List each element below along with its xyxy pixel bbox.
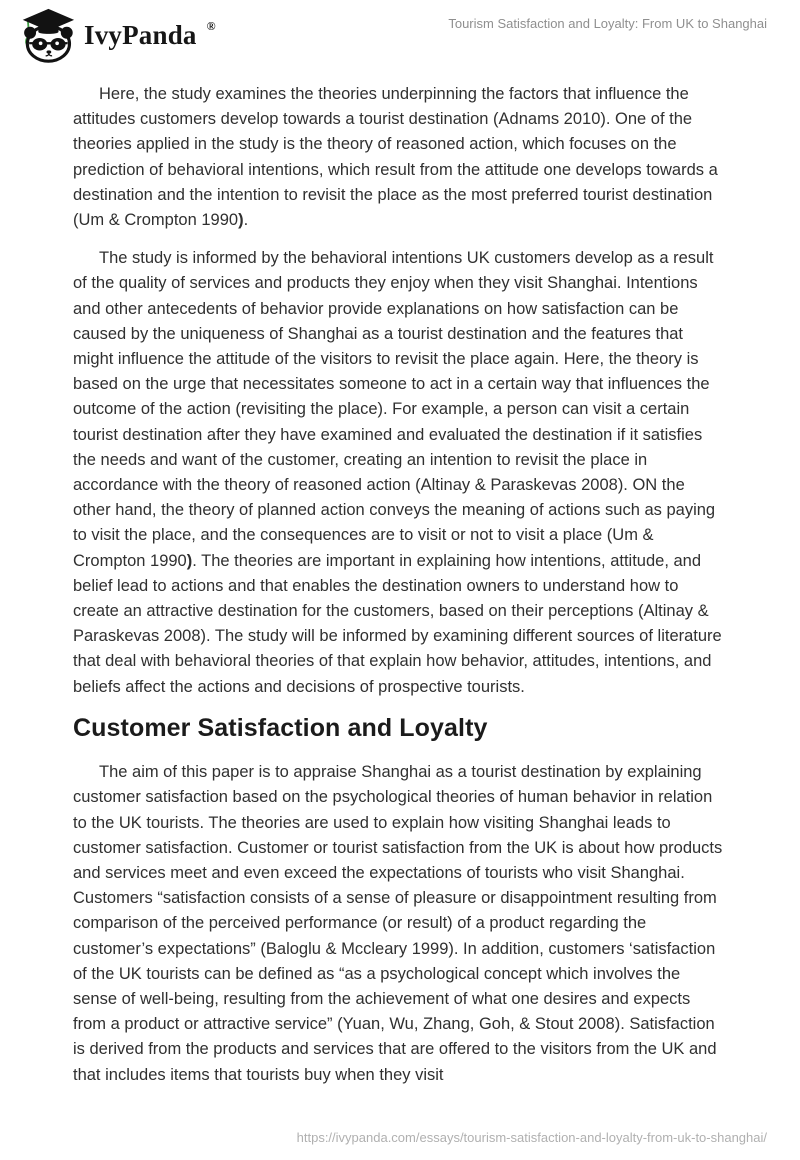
registered-trademark-symbol: ® (206, 19, 216, 33)
ivypanda-logo[interactable] (20, 8, 215, 63)
text-run: The aim of this paper is to appraise Shanghai as a tourist destination by explaining customer satisfaction based on the psychological theories of human behavior in relation to the UK tourists. The theories are used to explain how visiting Shanghai leads to customer satisfaction. Customer or tourist satisfaction from the UK is about how products and services meet and even exceed the expectations of tourists who visit Shanghai. Customers “satisfaction consists of a sense of pleasure or disappointment resulting from comparison of the perceived performance (or result) of a product regarding the customer’s expectations” (Baloglu & Mccleary 1999). In addition, customers ‘satisfaction of the UK tourists can be defined as “as a psychological concept which involves the sense of well-being, resulting from the achievement of what one desires and expects from a product or attractive service” (Yuan, Wu, Zhang, Goh, & Stout 2008). Satisfaction is derived from the products and services that are offered to the visitors from the UK and that includes items that tourists buy when they visit (73, 763, 723, 1084)
text-run: . (243, 211, 249, 230)
bold-run: ) (186, 551, 193, 570)
source-url: https://ivypanda.com/essays/tourism-satisfaction-and-loyalty-from-uk-to-shanghai/ (296, 1130, 767, 1145)
article-paragraph (73, 246, 723, 700)
document-title: Tourism Satisfaction and Loyalty: From UK to Shanghai (448, 16, 767, 31)
article-body (73, 70, 723, 1088)
page-header (0, 0, 800, 70)
text-run: The study is informed by the behavioral intentions UK customers develop as a result of the quality of services and products they enjoy when they visit Shanghai. Intentions and other antecedents of behavior provide explanations on how satisfaction can be caused by the uniqueness of Shanghai as a tourist destination and the features that might influence the attitude of the visitors to revisit the place again. Here, the theory is based on the urge that necessitates someone to act in a certain way that influences the outcome of the action (revisiting the place). For example, a person can visit a certain tourist destination after they have examined and evaluated the destination if it satisfies the needs and want of the customer, creating an intention to revisit the place in accordance with the theory of reasoned action (Altinay & Paraskevas 2008). ON the other hand, the theory of planned action conveys the meaning of actions such as paying to visit the place, and the consequences are to visit or not to visit a place (Um & Crompton 1990 (73, 249, 716, 570)
page-footer (297, 1130, 767, 1145)
section-heading: Customer Satisfaction and Loyalty (73, 713, 488, 742)
article-paragraph (73, 82, 723, 233)
bold-run: ) (238, 211, 244, 230)
panda-graduation-cap-icon (20, 8, 75, 63)
text-run: Here, the study examines the theories underpinning the factors that influence the attitudes customers develop towards a tourist destination (Adnams 2010). One of the theories applied in the study is the theory of reasoned action, which focuses on the prediction of behavioral intentions, which result from the attitude one develops towards a destination and the intention to revisit the place as the most preferred tourist destination (Um & Crompton 1990 (73, 85, 718, 230)
logo-wordmark: IvyPanda (84, 20, 197, 50)
article-paragraph (73, 760, 723, 1088)
text-run: . The theories are important in explaining how intentions, attitude, and belief lead to actions and that enables the destination owners to understand how to create an attractive destination for the customers, based on their perceptions (Altinay & Paraskevas 2008). The study will be informed by examining different sources of literature that deal with behavioral theories of that explain how behavior, attitudes, intentions, and beliefs affect the actions and decisions of prospective tourists. (73, 551, 722, 696)
